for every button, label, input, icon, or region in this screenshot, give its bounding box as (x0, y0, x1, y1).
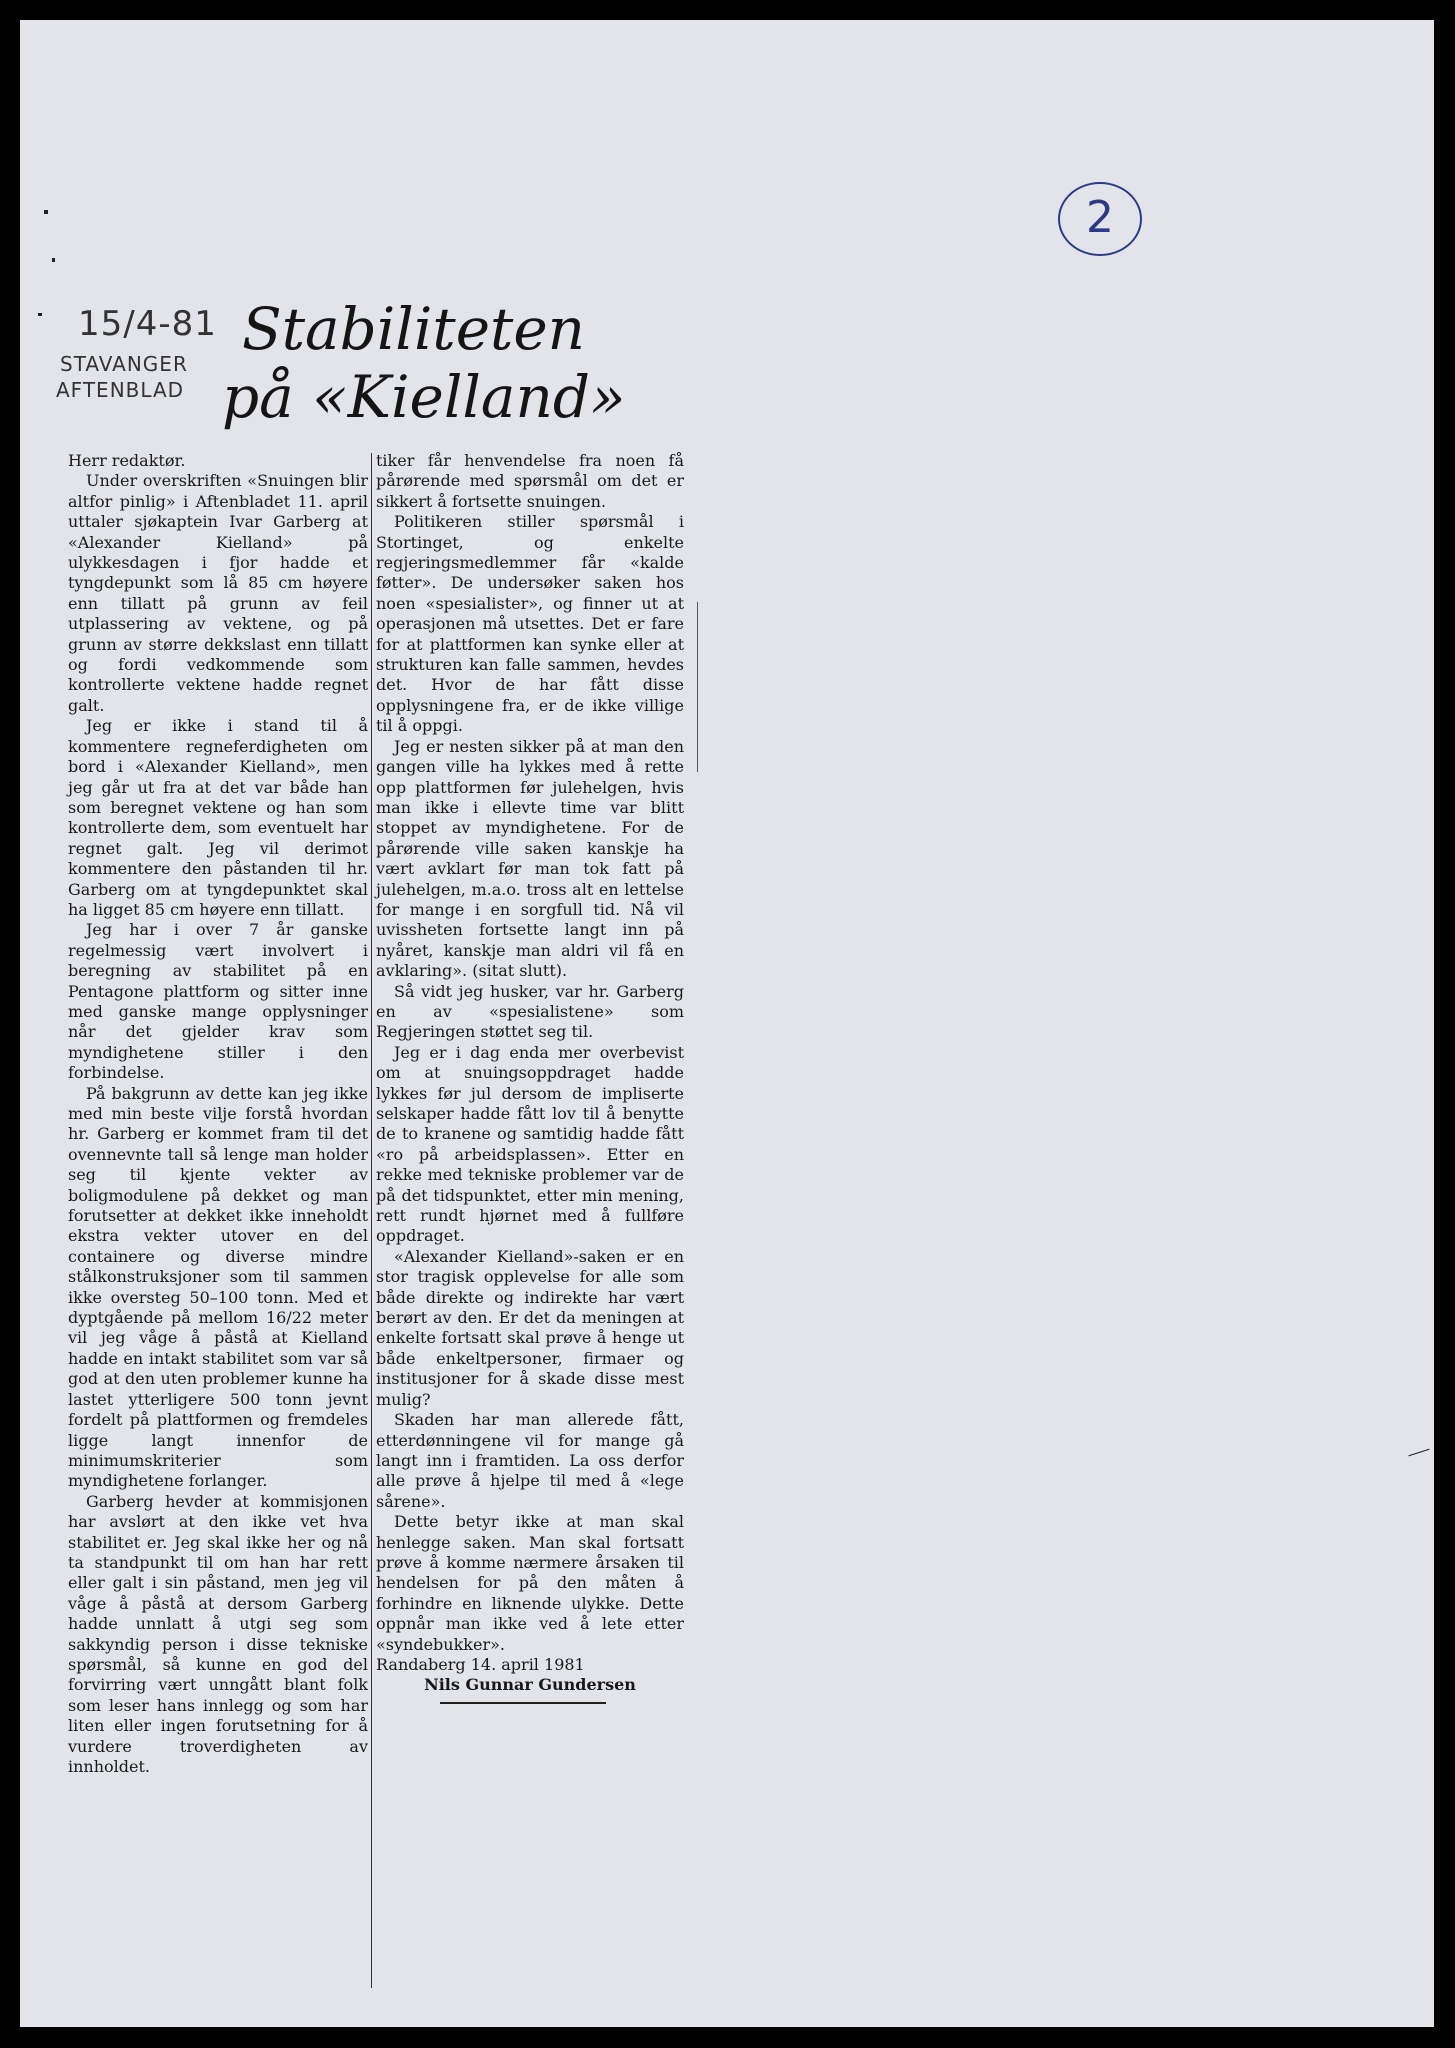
paragraph: Dette betyr ikke at man skal henlegge saken. Man skal fortsatt prøve å komme nærmere årsaken til hendelsen for på den måten å forhindre en liknende ulykke. Dette oppnår man ikke ved å lete etter «syndebukker». (376, 1512, 684, 1654)
signature-rule (440, 1702, 606, 1704)
paragraph: Jeg er i dag enda mer overbevist om at snuingsoppdraget hadde lykkes før jul dersom de impliserte selskaper hadde fått lov til å benytte de to kranene og samtidig hadde fått «ro på arbeidsplassen». Etter en rekke med tekniske problemer var de på det tidspunktet, etter min mening, rett rundt hjørnet med å fullføre oppdraget. (376, 1042, 684, 1246)
speck-mark (52, 258, 55, 262)
paragraph: Jeg er nesten sikker på at man den gangen ville ha lykkes med å rette opp plattformen før julehelgen, hvis man ikke i ellevte time var blitt stoppet av myndighetene. For de pårørende ville saken kanskje ha vært avklart før man tok fatt på julehelgen, m.a.o. tross alt en lettelse for mange i en sorgfull tid. Nå vil uvissheten fortsette langt inn på nyåret, kanskje man aldri vil få en avklaring». (sitat slutt). (376, 736, 684, 981)
paragraph: Under overskriften «Snuingen blir altfor pinlig» i Aftenbladet 11. april uttaler sjøkaptein Ivar Garberg at «Alexander Kielland» på ulykkesdagen i fjor hadde et tyngdepunkt som lå 85 cm høyere enn tillatt på grunn av feil utplassering av vektene, og på grunn av større dekkslast enn tillatt og fordi vedkommende som kontrollerte vektene hadde regnet galt. (68, 471, 368, 715)
speck-mark (44, 210, 48, 214)
place-date: Randaberg 14. april 1981 (376, 1654, 585, 1674)
paragraph: Garberg hevder at kommisjonen har avslørt at den ikke vet hva stabilitet er. Jeg skal ikke her og nå ta standpunkt til om han har rett eller galt i sin påstand, men jeg vil våge å påstå at dersom Garberg hadde unnlatt å utgi seg som sakkyndig person i disse tekniske spørsmål, så kunne en god del forvirring vært unngått blant folk som leser hans innlegg og som har liten eller ingen forutsetning for å vurdere troverdigheten av innholdet. (68, 1491, 368, 1776)
paragraph: Jeg har i over 7 år ganske regelmessig vært involvert i beregning av stabilitet på en Pentagone plattform og sitter inne med ganske mange opplysninger når det gjelder krav som myndighetene stiller i den forbindelse. (68, 920, 368, 1083)
article-column-1 (68, 451, 368, 1777)
newspaper-clipping (20, 20, 1434, 2027)
page-number-circle: 2 (1058, 182, 1142, 256)
handwritten-date: 15/4-81 (78, 304, 217, 344)
headline-line1: Stabiliteten (242, 295, 586, 363)
handwritten-publication-line1: STAVANGER (60, 352, 188, 376)
column-divider (371, 453, 372, 1988)
salutation: Herr redaktør. (68, 451, 186, 470)
speck-mark (38, 313, 42, 316)
paragraph: Politikeren stiller spørsmål i Stortinget, og enkelte regjeringsmedlemmer får «kalde føtter». De undersøker saken hos noen «spesialister», og finner ut at operasjonen må utsettes. Det er fare for at plattformen kan synke eller at strukturen kan falle sammen, hevdes det. Hvor de har fått disse opplysningene fra, er de ikke villige til å oppgi. (376, 512, 684, 736)
margin-line (697, 602, 698, 772)
paragraph: Skaden har man allerede fått, etterdønningene vil for mange gå langt inn i framtiden. La oss derfor alle prøve å hjelpe til med å «lege sårene». (376, 1410, 684, 1511)
article-column-2 (376, 451, 684, 1704)
paragraph: «Alexander Kielland»-saken er en stor tragisk opplevelse for alle som både direkte og indirekte har vært berørt av den. Er det da meningen at enkelte fortsatt skal prøve å henge ut både enkeltpersoner, firmaer og institusjoner for å skade disse mest mulig? (376, 1246, 684, 1409)
paragraph-continuation: tiker får henvendelse fra noen få pårørende med spørsmål om det er sikkert å fortsette snuingen. (376, 451, 684, 511)
author-name: Nils Gunnar Gundersen (424, 1675, 636, 1695)
headline-line2: på «Kielland» (222, 363, 626, 431)
paragraph: Jeg er ikke i stand til å kommentere regneferdigheten om bord i «Alexander Kielland», men jeg går ut fra at det var både han som beregnet vektene og han som kontrollerte dem, som eventuelt har regnet galt. Jeg vil derimot kommentere den påstanden til hr. Garberg om at tyngdepunktet skal ha ligget 85 cm høyere enn tillatt. (68, 716, 368, 919)
paragraph: På bakgrunn av dette kan jeg ikke med min beste vilje forstå hvordan hr. Garberg er kommet fram til det ovennevnte tall så lenge man holder seg til kjente vekter av boligmodulene på dekket og man forutsetter at dekket ikke inneholdt ekstra vekter utover en del containere og diverse mindre stålkonstruksjoner som til sammen ikke oversteg 50–100 tonn. Med et dyptgående på mellom 16/22 meter vil jeg våge å påstå at Kielland hadde en intakt stabilitet som var så god at den uten problemer kunne ha lastet ytterligere 500 tonn jevnt fordelt på plattformen og fremdeles ligge langt innenfor de minimumskriterier som myndighetene forlanger. (68, 1083, 368, 1491)
margin-tick-mark (1408, 1449, 1429, 1457)
paragraph: Så vidt jeg husker, var hr. Garberg en av «spesialistene» som Regjeringen støttet seg til. (376, 981, 684, 1042)
handwritten-publication-line2: AFTENBLAD (56, 378, 185, 402)
